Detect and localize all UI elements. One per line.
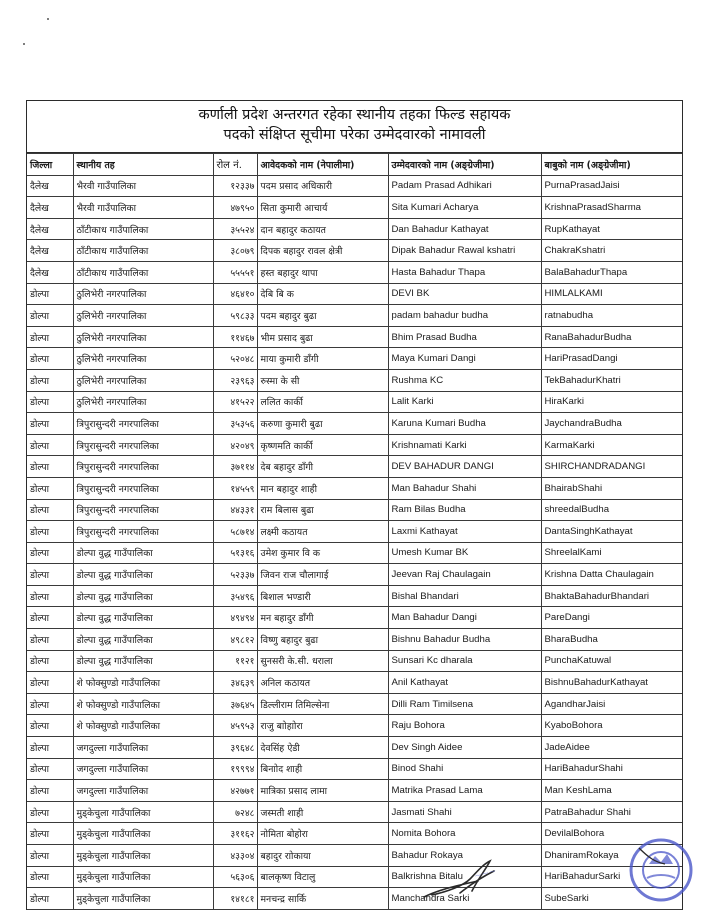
name-english-cell: Bishnu Bahadur Budha	[388, 629, 541, 651]
name-english-cell: Lalit Karki	[388, 391, 541, 413]
name-english-cell: DEVI BK	[388, 283, 541, 305]
father-name-cell: BharaBudha	[541, 629, 682, 651]
roll-no-cell: १४५५९	[213, 477, 257, 499]
roll-no-cell: ३७६४५	[213, 693, 257, 715]
district-cell: डोल्पा	[27, 801, 73, 823]
table-row	[27, 758, 682, 780]
table-row	[27, 175, 682, 197]
name-nepali-cell: जिवन राज चौलागाई	[257, 564, 388, 586]
roll-no-cell: ५९८३३	[213, 305, 257, 327]
local-level-cell: त्रिपुरासुन्दरी नगरपालिका	[73, 413, 213, 435]
district-cell: डोल्पा	[27, 499, 73, 521]
name-nepali-cell: ललित कार्की	[257, 391, 388, 413]
local-level-cell: मुड्केचुला गाउँपालिका	[73, 823, 213, 845]
name-nepali-cell: दान बहादुर कठायत	[257, 218, 388, 240]
table-row	[27, 650, 682, 672]
name-english-cell: Umesh Kumar BK	[388, 542, 541, 564]
name-english-cell: Krishnamati Karki	[388, 434, 541, 456]
name-nepali-cell: करुणा कुमारी बुढा	[257, 413, 388, 435]
local-level-cell: शे फोक्सुण्डो गाउँपालिका	[73, 672, 213, 694]
father-name-cell: ShreelalKami	[541, 542, 682, 564]
local-level-cell: जगदुल्ला गाउँपालिका	[73, 758, 213, 780]
father-name-cell: Krishna Datta Chaulagain	[541, 564, 682, 586]
local-level-cell: ठुलिभेरी नगरपालिका	[73, 391, 213, 413]
roll-no-cell: ३९६४८	[213, 737, 257, 759]
name-english-cell: Binod Shahi	[388, 758, 541, 780]
district-cell: डोल्पा	[27, 888, 73, 910]
district-cell: डोल्पा	[27, 542, 73, 564]
name-english-cell: Padam Prasad Adhikari	[388, 175, 541, 197]
father-name-cell: PurnaPrasadJaisi	[541, 175, 682, 197]
column-header-father-name: बाबुको नाम (अङ्ग्रेजीमा)	[541, 154, 682, 176]
name-english-cell: Balkrishna Bitalu	[388, 866, 541, 888]
table-row	[27, 629, 682, 651]
roll-no-cell: ४५९५३	[213, 715, 257, 737]
name-nepali-cell: रुस्मा के सी	[257, 369, 388, 391]
name-nepali-cell: पदम प्रसाद अधिकारी	[257, 175, 388, 197]
district-cell: डोल्पा	[27, 521, 73, 543]
district-cell: दैलेख	[27, 218, 73, 240]
table-row	[27, 585, 682, 607]
table-row	[27, 326, 682, 348]
local-level-cell: शे फोक्सुण्डो गाउँपालिका	[73, 693, 213, 715]
name-nepali-cell: मान बहादुर शाही	[257, 477, 388, 499]
name-english-cell: Man Bahadur Dangi	[388, 607, 541, 629]
local-level-cell: ठुलिभेरी नगरपालिका	[73, 283, 213, 305]
name-nepali-cell: बिशाल भण्डारी	[257, 585, 388, 607]
roll-no-cell: ३५३५६	[213, 413, 257, 435]
father-name-cell: BalaBahadurThapa	[541, 261, 682, 283]
name-english-cell: Laxmi Kathayat	[388, 521, 541, 543]
roll-no-cell: ४९८१२	[213, 629, 257, 651]
district-cell: डोल्पा	[27, 348, 73, 370]
district-cell: डोल्पा	[27, 456, 73, 478]
name-nepali-cell: नोमिता बोहोरा	[257, 823, 388, 845]
name-nepali-cell: दिपक बहादुर रावल क्षेत्री	[257, 240, 388, 262]
roll-no-cell: ११२१	[213, 650, 257, 672]
name-nepali-cell: राम बिलास बुढा	[257, 499, 388, 521]
name-english-cell: Karuna Kumari Budha	[388, 413, 541, 435]
table-row	[27, 780, 682, 802]
name-nepali-cell: मनचन्द्र सार्कि	[257, 888, 388, 910]
local-level-cell: मुड्केचुला गाउँपालिका	[73, 801, 213, 823]
table-row	[27, 499, 682, 521]
local-level-cell: डोल्पा वुद्ध गाउँपालिका	[73, 564, 213, 586]
district-cell: डोल्पा	[27, 650, 73, 672]
title-line-2: पदको संक्षिप्त सूचीमा परेका उम्मेदवारको नामावली	[223, 127, 486, 143]
name-english-cell: Bishal Bhandari	[388, 585, 541, 607]
name-nepali-cell: भीम प्रसाद बुढा	[257, 326, 388, 348]
table-row	[27, 823, 682, 845]
roll-no-cell: ५८७१४	[213, 521, 257, 543]
local-level-cell: ठुलिभेरी नगरपालिका	[73, 348, 213, 370]
roll-no-cell: ४१५२२	[213, 391, 257, 413]
district-cell: डोल्पा	[27, 780, 73, 802]
father-name-cell: BhaktaBahadurBhandari	[541, 585, 682, 607]
district-cell: दैलेख	[27, 197, 73, 219]
father-name-cell: PareDangi	[541, 607, 682, 629]
father-name-cell: PatraBahadur Shahi	[541, 801, 682, 823]
district-cell: डोल्पा	[27, 305, 73, 327]
roll-no-cell: ३११६२	[213, 823, 257, 845]
local-level-cell: त्रिपुरासुन्दरी नगरपालिका	[73, 521, 213, 543]
district-cell: डोल्पा	[27, 629, 73, 651]
table-row	[27, 866, 682, 888]
name-english-cell: padam bahadur budha	[388, 305, 541, 327]
name-english-cell: Maya Kumari Dangi	[388, 348, 541, 370]
district-cell: डोल्पा	[27, 758, 73, 780]
name-english-cell: Dan Bahadur Kathayat	[388, 218, 541, 240]
roll-no-cell: १२३३७	[213, 175, 257, 197]
roll-no-cell: ३५४९६	[213, 585, 257, 607]
father-name-cell: DevilalBohora	[541, 823, 682, 845]
father-name-cell: SubeSarki	[541, 888, 682, 910]
name-english-cell: Manchandra Sarki	[388, 888, 541, 910]
district-cell: डोल्पा	[27, 413, 73, 435]
father-name-cell: shreedalBudha	[541, 499, 682, 521]
father-name-cell: TekBahadurKhatri	[541, 369, 682, 391]
table-row	[27, 456, 682, 478]
roll-no-cell: १४१८१	[213, 888, 257, 910]
table-row	[27, 801, 682, 823]
name-nepali-cell: बालकृष्ण विटालु	[257, 866, 388, 888]
name-nepali-cell: पदम बहादुर बुढा	[257, 305, 388, 327]
roll-no-cell: ५२०४८	[213, 348, 257, 370]
table-row	[27, 283, 682, 305]
roll-no-cell: ४२०४९	[213, 434, 257, 456]
father-name-cell: HIMLALKAMI	[541, 283, 682, 305]
table-row	[27, 477, 682, 499]
name-nepali-cell: देबि बि क	[257, 283, 388, 305]
table-body	[27, 175, 682, 909]
name-english-cell: Jeevan Raj Chaulagain	[388, 564, 541, 586]
table-row	[27, 348, 682, 370]
father-name-cell: KrishnaPrasadSharma	[541, 197, 682, 219]
scan-speck	[47, 18, 49, 20]
local-level-cell: ठुलिभेरी नगरपालिका	[73, 369, 213, 391]
name-nepali-cell: बिनाोद शाही	[257, 758, 388, 780]
table-row	[27, 693, 682, 715]
table-row	[27, 197, 682, 219]
district-cell: डोल्पा	[27, 845, 73, 867]
father-name-cell: SHIRCHANDRADANGI	[541, 456, 682, 478]
name-nepali-cell: कृष्णमति कार्की	[257, 434, 388, 456]
father-name-cell: JaychandraBudha	[541, 413, 682, 435]
local-level-cell: डोल्पा वुद्ध गाउँपालिका	[73, 542, 213, 564]
name-english-cell: Ram Bilas Budha	[388, 499, 541, 521]
name-nepali-cell: सुनसरी के.सी. धराला	[257, 650, 388, 672]
column-header-roll-no: रोल नं.	[213, 154, 257, 176]
local-level-cell: मुड्केचुला गाउँपालिका	[73, 866, 213, 888]
table-row	[27, 413, 682, 435]
father-name-cell: HiraKarki	[541, 391, 682, 413]
district-cell: डोल्पा	[27, 477, 73, 499]
table-row	[27, 737, 682, 759]
name-nepali-cell: उमेश कुमार वि क	[257, 542, 388, 564]
table-row	[27, 845, 682, 867]
father-name-cell: DantaSinghKathayat	[541, 521, 682, 543]
district-cell: डोल्पा	[27, 823, 73, 845]
local-level-cell: ठुलिभेरी नगरपालिका	[73, 326, 213, 348]
name-nepali-cell: विष्णु बहादुर बुढा	[257, 629, 388, 651]
table-row	[27, 888, 682, 910]
father-name-cell: ChakraKshatri	[541, 240, 682, 262]
local-level-cell: शे फोक्सुण्डो गाउँपालिका	[73, 715, 213, 737]
roll-no-cell: ५५५५१	[213, 261, 257, 283]
table-row	[27, 391, 682, 413]
local-level-cell: मुड्केचुला गाउँपालिका	[73, 845, 213, 867]
father-name-cell: RanaBahadurBudha	[541, 326, 682, 348]
father-name-cell: HariPrasadDangi	[541, 348, 682, 370]
table-row	[27, 542, 682, 564]
roll-no-cell: ५६३०६	[213, 866, 257, 888]
local-level-cell: ठाँटीकाध गाउँपालिका	[73, 218, 213, 240]
name-english-cell: Dipak Bahadur Rawal kshatri	[388, 240, 541, 262]
roll-no-cell: ३७११४	[213, 456, 257, 478]
candidate-table	[27, 153, 682, 910]
local-level-cell: भैरवी गाउँपालिका	[73, 175, 213, 197]
table-row	[27, 240, 682, 262]
name-english-cell: Dilli Ram Timilsena	[388, 693, 541, 715]
table-row	[27, 672, 682, 694]
scan-speck	[23, 43, 25, 45]
roll-no-cell: ४२७७१	[213, 780, 257, 802]
district-cell: दैलेख	[27, 240, 73, 262]
district-cell: डोल्पा	[27, 693, 73, 715]
name-english-cell: Raju Bohora	[388, 715, 541, 737]
roll-no-cell: ३५५२४	[213, 218, 257, 240]
local-level-cell: त्रिपुरासुन्दरी नगरपालिका	[73, 434, 213, 456]
district-cell: डोल्पा	[27, 326, 73, 348]
local-level-cell: त्रिपुरासुन्दरी नगरपालिका	[73, 477, 213, 499]
father-name-cell: DhaniramRokaya	[541, 845, 682, 867]
roll-no-cell: ३४६३९	[213, 672, 257, 694]
local-level-cell: डोल्पा वुद्ध गाउँपालिका	[73, 607, 213, 629]
name-english-cell: Sita Kumari Acharya	[388, 197, 541, 219]
name-english-cell: Dev Singh Aidee	[388, 737, 541, 759]
local-level-cell: डोल्पा वुद्ध गाउँपालिका	[73, 650, 213, 672]
name-nepali-cell: लक्ष्मी कठायत	[257, 521, 388, 543]
local-level-cell: ठुलिभेरी नगरपालिका	[73, 305, 213, 327]
name-nepali-cell: मन बहादुर डाँगी	[257, 607, 388, 629]
table-row	[27, 434, 682, 456]
local-level-cell: मुड्केचुला गाउँपालिका	[73, 888, 213, 910]
table-row	[27, 521, 682, 543]
father-name-cell: ratnabudha	[541, 305, 682, 327]
svg-text:~~~: ~~~	[473, 866, 498, 882]
roll-no-cell: ४६४१०	[213, 283, 257, 305]
name-english-cell: Anil Kathayat	[388, 672, 541, 694]
name-english-cell: Jasmati Shahi	[388, 801, 541, 823]
district-cell: डोल्पा	[27, 607, 73, 629]
father-name-cell: HariBahadurSarki	[541, 866, 682, 888]
roll-no-cell: ५२३३७	[213, 564, 257, 586]
father-name-cell: Man KeshLama	[541, 780, 682, 802]
name-nepali-cell: जस्मती शाही	[257, 801, 388, 823]
name-english-cell: Man Bahadur Shahi	[388, 477, 541, 499]
local-level-cell: जगदुल्ला गाउँपालिका	[73, 780, 213, 802]
local-level-cell: डोल्पा वुद्ध गाउँपालिका	[73, 629, 213, 651]
local-level-cell: डोल्पा वुद्ध गाउँपालिका	[73, 585, 213, 607]
father-name-cell: HariBahadurShahi	[541, 758, 682, 780]
name-english-cell: Hasta Bahadur Thapa	[388, 261, 541, 283]
roll-no-cell: ५१३१६	[213, 542, 257, 564]
title-line-1: कर्णाली प्रदेश अन्तरगत रहेका स्थानीय तहका फिल्ड सहायक	[198, 107, 511, 123]
district-cell: डोल्पा	[27, 564, 73, 586]
district-cell: डोल्पा	[27, 283, 73, 305]
roll-no-cell: ४४३३१	[213, 499, 257, 521]
name-english-cell: Nomita Bohora	[388, 823, 541, 845]
name-english-cell: Matrika Prasad Lama	[388, 780, 541, 802]
name-nepali-cell: मात्रिका प्रसाद लामा	[257, 780, 388, 802]
column-header-name-nepali: आवेदकको नाम (नेपालीमा)	[257, 154, 388, 176]
table-header-row	[27, 154, 682, 176]
name-nepali-cell: देब बहादुर डाँगी	[257, 456, 388, 478]
father-name-cell: BhairabShahi	[541, 477, 682, 499]
table-row	[27, 218, 682, 240]
table-row	[27, 369, 682, 391]
district-cell: डोल्पा	[27, 369, 73, 391]
table-row	[27, 305, 682, 327]
name-nepali-cell: अनिल कठायत	[257, 672, 388, 694]
name-nepali-cell: डिल्लीराम तिमिल्सेना	[257, 693, 388, 715]
roll-no-cell: १९९९४	[213, 758, 257, 780]
name-english-cell: Bahadur Rokaya	[388, 845, 541, 867]
local-level-cell: ठाँटीकाध गाउँपालिका	[73, 240, 213, 262]
district-cell: दैलेख	[27, 175, 73, 197]
roll-no-cell: ४७९५०	[213, 197, 257, 219]
table-row	[27, 607, 682, 629]
father-name-cell: KyaboBohora	[541, 715, 682, 737]
district-cell: डोल्पा	[27, 866, 73, 888]
document-title	[27, 101, 682, 153]
local-level-cell: ठाँटीकाध गाउँपालिका	[73, 261, 213, 283]
roll-no-cell: ७२४८	[213, 801, 257, 823]
district-cell: दैलेख	[27, 261, 73, 283]
table-row	[27, 715, 682, 737]
name-nepali-cell: देवसिंह ऐडी	[257, 737, 388, 759]
local-level-cell: जगदुल्ला गाउँपालिका	[73, 737, 213, 759]
father-name-cell: BishnuBahadurKathayat	[541, 672, 682, 694]
signature	[420, 855, 510, 903]
roll-no-cell: ११४६७	[213, 326, 257, 348]
roll-no-cell: ३८०७९	[213, 240, 257, 262]
table-row	[27, 564, 682, 586]
name-english-cell: Bhim Prasad Budha	[388, 326, 541, 348]
name-nepali-cell: सिता कुमारी आचार्य	[257, 197, 388, 219]
father-name-cell: KarmaKarki	[541, 434, 682, 456]
father-name-cell: RupKathayat	[541, 218, 682, 240]
column-header-name-english: उम्मेदवारको नाम (अङ्ग्रेजीमा)	[388, 154, 541, 176]
name-nepali-cell: हस्त बहादुर थापा	[257, 261, 388, 283]
local-level-cell: भैरवी गाउँपालिका	[73, 197, 213, 219]
name-english-cell: Sunsari Kc dharala	[388, 650, 541, 672]
district-cell: डोल्पा	[27, 672, 73, 694]
name-english-cell: Rushma KC	[388, 369, 541, 391]
district-cell: डोल्पा	[27, 737, 73, 759]
district-cell: डोल्पा	[27, 585, 73, 607]
name-nepali-cell: राजु बाोहाोरा	[257, 715, 388, 737]
local-level-cell: त्रिपुरासुन्दरी नगरपालिका	[73, 456, 213, 478]
father-name-cell: JadeAidee	[541, 737, 682, 759]
column-header-district: जिल्ला	[27, 154, 73, 176]
document-sheet	[26, 100, 683, 910]
local-level-cell: त्रिपुरासुन्दरी नगरपालिका	[73, 499, 213, 521]
name-nepali-cell: बहादुर राोकाया	[257, 845, 388, 867]
name-english-cell: DEV BAHADUR DANGI	[388, 456, 541, 478]
district-cell: डोल्पा	[27, 391, 73, 413]
district-cell: डोल्पा	[27, 434, 73, 456]
table-row	[27, 261, 682, 283]
office-stamp	[625, 834, 697, 906]
column-header-local-level: स्थानीय तह	[73, 154, 213, 176]
father-name-cell: AgandharJaisi	[541, 693, 682, 715]
roll-no-cell: ४३३०४	[213, 845, 257, 867]
roll-no-cell: २३९६३	[213, 369, 257, 391]
district-cell: डोल्पा	[27, 715, 73, 737]
father-name-cell: PunchaKatuwal	[541, 650, 682, 672]
roll-no-cell: ४९४९४	[213, 607, 257, 629]
name-nepali-cell: माया कुमारी डाँगी	[257, 348, 388, 370]
